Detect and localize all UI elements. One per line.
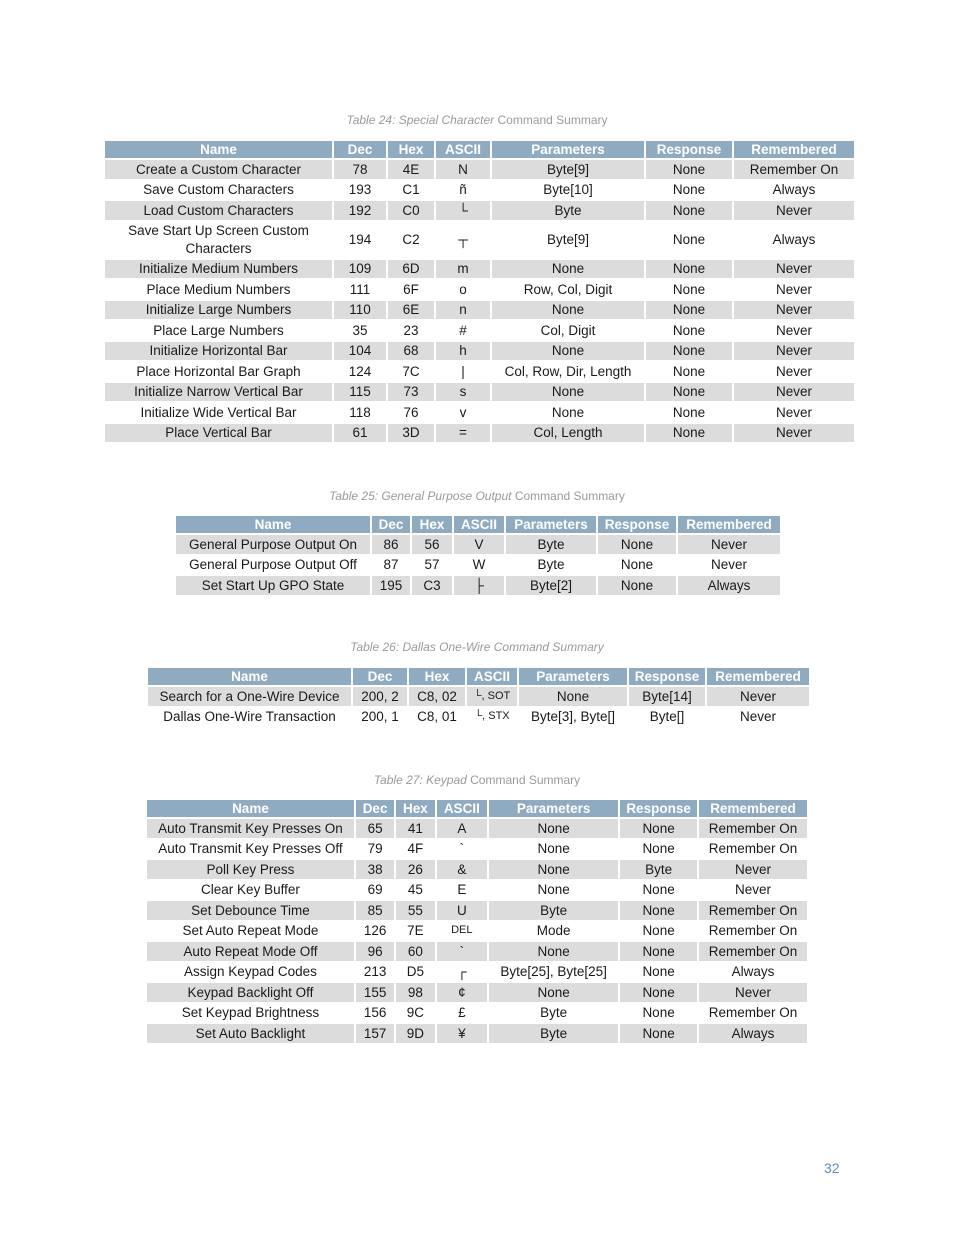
- table-cell: Byte: [489, 1004, 618, 1023]
- table-cell: Byte: [506, 556, 596, 575]
- table-cell: Initialize Large Numbers: [105, 301, 332, 320]
- table-cell: Poll Key Press: [147, 860, 354, 879]
- column-header: Dec: [372, 516, 410, 533]
- table-cell: 56: [412, 535, 452, 554]
- table-cell: C3: [412, 576, 452, 595]
- table-cell: 156: [356, 1004, 394, 1023]
- table-cell: ├: [454, 576, 504, 595]
- table-cell: Mode: [489, 922, 618, 941]
- table-cell: `: [437, 942, 487, 961]
- table-cell: ┌: [437, 963, 487, 982]
- table-cell: Never: [734, 403, 854, 422]
- table-cell: 78: [334, 160, 386, 179]
- table-row: [105, 222, 854, 258]
- table-25-caption: Table 25: General Purpose Output Command Summary: [329, 489, 625, 503]
- table-cell: None: [646, 424, 732, 443]
- table-cell: Byte[10]: [492, 181, 644, 200]
- table-cell: 86: [372, 535, 410, 554]
- table-cell: Dallas One-Wire Transaction: [148, 708, 351, 727]
- table-cell: 69: [356, 881, 394, 900]
- table-cell: Remember On: [699, 840, 807, 859]
- column-header: Response: [598, 516, 676, 533]
- table-cell: 192: [334, 201, 386, 220]
- table-cell: Remember On: [699, 901, 807, 920]
- table-cell: None: [489, 881, 618, 900]
- table-cell: Byte: [489, 1024, 618, 1043]
- table-cell: A: [437, 819, 487, 838]
- special-character-table: [103, 139, 856, 444]
- table-cell: Create a Custom Character: [105, 160, 332, 179]
- table-cell: 98: [396, 983, 434, 1002]
- table-cell: Never: [707, 687, 809, 706]
- table-cell: 96: [356, 942, 394, 961]
- table-cell: |: [436, 362, 490, 381]
- column-header: Dec: [356, 800, 394, 817]
- table-cell: 157: [356, 1024, 394, 1043]
- column-header: Name: [148, 668, 351, 685]
- table-cell: 9D: [396, 1024, 434, 1043]
- table-cell: None: [646, 160, 732, 179]
- table-row: [147, 901, 807, 920]
- table-cell: 35: [334, 321, 386, 340]
- table-cell: None: [620, 1024, 697, 1043]
- table-26-caption: Table 26: Dallas One-Wire Command Summary: [350, 640, 604, 654]
- table-cell: 195: [372, 576, 410, 595]
- table-cell: 45: [396, 881, 434, 900]
- table-cell: 23: [388, 321, 434, 340]
- table-cell: Never: [699, 860, 807, 879]
- table-cell: Never: [734, 321, 854, 340]
- table-cell: None: [489, 983, 618, 1002]
- table-row: [105, 342, 854, 361]
- table-cell: 85: [356, 901, 394, 920]
- table-cell: Never: [734, 280, 854, 299]
- column-header: Name: [147, 800, 354, 817]
- table-cell: Always: [699, 963, 807, 982]
- table-cell: Byte[3], Byte[]: [519, 708, 627, 727]
- table-cell: 6F: [388, 280, 434, 299]
- table-cell: 41: [396, 819, 434, 838]
- table-24-caption: Table 24: Special Character Command Summary: [346, 113, 608, 127]
- table-cell: 38: [356, 860, 394, 879]
- column-header: Remembered: [699, 800, 807, 817]
- table-cell: 7E: [396, 922, 434, 941]
- table-cell: Col, Length: [492, 424, 644, 443]
- table-cell: Search for a One-Wire Device: [148, 687, 351, 706]
- table-row: [147, 963, 807, 982]
- table-cell: C1: [388, 181, 434, 200]
- table-cell: Always: [678, 576, 780, 595]
- table-cell: =: [436, 424, 490, 443]
- table-cell: Auto Repeat Mode Off: [147, 942, 354, 961]
- table-cell: Place Vertical Bar: [105, 424, 332, 443]
- table-cell: 26: [396, 860, 434, 879]
- column-header: Remembered: [734, 141, 854, 158]
- table-row: [105, 321, 854, 340]
- column-header: Hex: [412, 516, 452, 533]
- table-cell: 126: [356, 922, 394, 941]
- column-header: Parameters: [492, 141, 644, 158]
- column-header: Parameters: [519, 668, 627, 685]
- table-cell: C8, 02: [409, 687, 465, 706]
- table-cell: None: [620, 819, 697, 838]
- table-cell: N: [436, 160, 490, 179]
- table-27-caption: Table 27: Keypad Command Summary: [373, 773, 581, 787]
- table-header-row: [147, 800, 807, 817]
- table-cell: Never: [734, 383, 854, 402]
- column-header: ASCII: [454, 516, 504, 533]
- table-cell: Byte: [620, 860, 697, 879]
- table-cell: Auto Transmit Key Presses On: [147, 819, 354, 838]
- table-cell: None: [646, 222, 732, 258]
- table-cell: 57: [412, 556, 452, 575]
- table-cell: C0: [388, 201, 434, 220]
- table-cell: Never: [734, 362, 854, 381]
- table-cell: └, STX: [467, 708, 517, 727]
- table-cell: 110: [334, 301, 386, 320]
- table-cell: 200, 2: [353, 687, 407, 706]
- table-cell: 68: [388, 342, 434, 361]
- general-purpose-output-table: [174, 514, 782, 597]
- table-row: [176, 576, 780, 595]
- table-cell: £: [437, 1004, 487, 1023]
- table-cell: None: [646, 201, 732, 220]
- table-cell: ┬: [436, 222, 490, 258]
- column-header: Parameters: [489, 800, 618, 817]
- table-cell: None: [620, 963, 697, 982]
- table-row: [105, 362, 854, 381]
- table-row: [105, 160, 854, 179]
- table-cell: v: [436, 403, 490, 422]
- table-cell: C2: [388, 222, 434, 258]
- table-cell: m: [436, 260, 490, 279]
- table-cell: None: [598, 576, 676, 595]
- table-cell: None: [646, 342, 732, 361]
- table-cell: Remember On: [699, 1004, 807, 1023]
- table-cell: W: [454, 556, 504, 575]
- table-cell: Never: [734, 424, 854, 443]
- table-cell: Remember On: [699, 922, 807, 941]
- table-cell: 6E: [388, 301, 434, 320]
- table-row: [105, 424, 854, 443]
- table-row: [148, 708, 809, 727]
- table-cell: None: [646, 403, 732, 422]
- table-cell: D5: [396, 963, 434, 982]
- table-cell: None: [620, 922, 697, 941]
- table-cell: Place Large Numbers: [105, 321, 332, 340]
- table-cell: None: [620, 983, 697, 1002]
- table-cell: None: [620, 942, 697, 961]
- table-cell: Remember On: [699, 819, 807, 838]
- table-row: [147, 1004, 807, 1023]
- table-cell: Place Horizontal Bar Graph: [105, 362, 332, 381]
- table-cell: 111: [334, 280, 386, 299]
- table-row: [105, 201, 854, 220]
- table-cell: None: [492, 403, 644, 422]
- table-cell: 193: [334, 181, 386, 200]
- table-cell: 104: [334, 342, 386, 361]
- table-cell: Byte: [489, 901, 618, 920]
- table-row: [105, 260, 854, 279]
- table-cell: Remember On: [699, 942, 807, 961]
- table-cell: 76: [388, 403, 434, 422]
- table-cell: 65: [356, 819, 394, 838]
- table-cell: Never: [734, 301, 854, 320]
- table-cell: None: [646, 181, 732, 200]
- table-header-row: [148, 668, 809, 685]
- table-cell: U: [437, 901, 487, 920]
- table-cell: None: [489, 840, 618, 859]
- table-cell: Byte[9]: [492, 160, 644, 179]
- table-cell: V: [454, 535, 504, 554]
- table-header-row: [105, 141, 854, 158]
- table-cell: None: [489, 942, 618, 961]
- table-cell: Byte: [506, 535, 596, 554]
- table-row: [147, 860, 807, 879]
- table-row: [176, 535, 780, 554]
- table-cell: 4F: [396, 840, 434, 859]
- table-row: [147, 983, 807, 1002]
- table-cell: 7C: [388, 362, 434, 381]
- table-cell: Initialize Wide Vertical Bar: [105, 403, 332, 422]
- column-header: Name: [105, 141, 332, 158]
- table-row: [147, 942, 807, 961]
- table-cell: 155: [356, 983, 394, 1002]
- column-header: Hex: [396, 800, 434, 817]
- table-cell: Save Start Up Screen Custom Characters: [105, 222, 332, 258]
- table-row: [147, 840, 807, 859]
- table-cell: &: [437, 860, 487, 879]
- table-cell: None: [492, 342, 644, 361]
- table-cell: Row, Col, Digit: [492, 280, 644, 299]
- table-cell: Set Debounce Time: [147, 901, 354, 920]
- table-cell: Col, Digit: [492, 321, 644, 340]
- table-cell: 194: [334, 222, 386, 258]
- table-cell: Never: [678, 535, 780, 554]
- table-row: [147, 881, 807, 900]
- table-row: [147, 922, 807, 941]
- table-cell: None: [620, 901, 697, 920]
- column-header: Response: [620, 800, 697, 817]
- table-row: [148, 687, 809, 706]
- table-row: [147, 819, 807, 838]
- table-cell: None: [646, 280, 732, 299]
- table-row: [105, 181, 854, 200]
- table-cell: General Purpose Output On: [176, 535, 370, 554]
- table-row: [105, 403, 854, 422]
- table-cell: └: [436, 201, 490, 220]
- table-cell: Keypad Backlight Off: [147, 983, 354, 1002]
- table-cell: `: [437, 840, 487, 859]
- table-cell: None: [519, 687, 627, 706]
- table-cell: Set Start Up GPO State: [176, 576, 370, 595]
- table-cell: Byte[]: [629, 708, 705, 727]
- table-cell: #: [436, 321, 490, 340]
- table-cell: 213: [356, 963, 394, 982]
- page-number: 32: [824, 1160, 840, 1176]
- dallas-one-wire-table: [146, 666, 811, 728]
- table-cell: None: [492, 383, 644, 402]
- column-header: Hex: [388, 141, 434, 158]
- table-cell: n: [436, 301, 490, 320]
- column-header: Response: [646, 141, 732, 158]
- keypad-table: [145, 798, 809, 1045]
- table-cell: None: [489, 860, 618, 879]
- table-cell: None: [492, 301, 644, 320]
- table-cell: Byte: [492, 201, 644, 220]
- table-cell: None: [646, 260, 732, 279]
- table-cell: 9C: [396, 1004, 434, 1023]
- table-cell: h: [436, 342, 490, 361]
- column-header: Dec: [353, 668, 407, 685]
- table-cell: 118: [334, 403, 386, 422]
- table-cell: Initialize Medium Numbers: [105, 260, 332, 279]
- table-cell: Set Auto Repeat Mode: [147, 922, 354, 941]
- column-header: Response: [629, 668, 705, 685]
- table-cell: DEL: [437, 922, 487, 941]
- table-cell: Auto Transmit Key Presses Off: [147, 840, 354, 859]
- column-header: Parameters: [506, 516, 596, 533]
- table-cell: └, SOT: [467, 687, 517, 706]
- table-cell: 124: [334, 362, 386, 381]
- table-cell: 4E: [388, 160, 434, 179]
- table-cell: Save Custom Characters: [105, 181, 332, 200]
- table-cell: General Purpose Output Off: [176, 556, 370, 575]
- table-row: [176, 556, 780, 575]
- table-row: [105, 280, 854, 299]
- table-cell: 115: [334, 383, 386, 402]
- table-cell: Never: [734, 201, 854, 220]
- table-cell: None: [620, 881, 697, 900]
- column-header: Dec: [334, 141, 386, 158]
- table-cell: Initialize Horizontal Bar: [105, 342, 332, 361]
- table-cell: Never: [699, 881, 807, 900]
- table-cell: ñ: [436, 181, 490, 200]
- table-cell: Always: [734, 181, 854, 200]
- table-cell: Always: [699, 1024, 807, 1043]
- table-cell: 200, 1: [353, 708, 407, 727]
- table-cell: Never: [734, 342, 854, 361]
- table-cell: Assign Keypad Codes: [147, 963, 354, 982]
- table-cell: None: [598, 535, 676, 554]
- table-cell: 60: [396, 942, 434, 961]
- table-cell: 73: [388, 383, 434, 402]
- column-header: ASCII: [436, 141, 490, 158]
- column-header: Remembered: [678, 516, 780, 533]
- table-cell: 109: [334, 260, 386, 279]
- table-cell: ¥: [437, 1024, 487, 1043]
- column-header: Hex: [409, 668, 465, 685]
- column-header: Remembered: [707, 668, 809, 685]
- table-cell: Byte[9]: [492, 222, 644, 258]
- table-cell: Clear Key Buffer: [147, 881, 354, 900]
- column-header: ASCII: [437, 800, 487, 817]
- table-cell: None: [489, 819, 618, 838]
- table-cell: Never: [734, 260, 854, 279]
- table-row: [105, 301, 854, 320]
- table-cell: Byte[14]: [629, 687, 705, 706]
- column-header: ASCII: [467, 668, 517, 685]
- table-cell: None: [646, 383, 732, 402]
- table-cell: 6D: [388, 260, 434, 279]
- table-cell: 55: [396, 901, 434, 920]
- table-cell: None: [646, 301, 732, 320]
- table-cell: ¢: [437, 983, 487, 1002]
- table-cell: None: [598, 556, 676, 575]
- table-cell: Set Keypad Brightness: [147, 1004, 354, 1023]
- table-cell: Remember On: [734, 160, 854, 179]
- table-cell: Col, Row, Dir, Length: [492, 362, 644, 381]
- table-cell: None: [492, 260, 644, 279]
- table-cell: Always: [734, 222, 854, 258]
- table-cell: 61: [334, 424, 386, 443]
- table-cell: None: [620, 840, 697, 859]
- table-cell: s: [436, 383, 490, 402]
- table-row: [147, 1024, 807, 1043]
- table-cell: 3D: [388, 424, 434, 443]
- table-cell: 79: [356, 840, 394, 859]
- table-row: [105, 383, 854, 402]
- table-cell: Set Auto Backlight: [147, 1024, 354, 1043]
- table-cell: Never: [707, 708, 809, 727]
- table-cell: E: [437, 881, 487, 900]
- table-cell: None: [646, 321, 732, 340]
- table-cell: o: [436, 280, 490, 299]
- table-cell: Never: [699, 983, 807, 1002]
- table-cell: None: [620, 1004, 697, 1023]
- table-cell: Load Custom Characters: [105, 201, 332, 220]
- table-cell: None: [646, 362, 732, 381]
- table-cell: Initialize Narrow Vertical Bar: [105, 383, 332, 402]
- table-cell: C8, 01: [409, 708, 465, 727]
- table-cell: Byte[25], Byte[25]: [489, 963, 618, 982]
- table-cell: Never: [678, 556, 780, 575]
- table-cell: 87: [372, 556, 410, 575]
- column-header: Name: [176, 516, 370, 533]
- table-cell: Place Medium Numbers: [105, 280, 332, 299]
- table-header-row: [176, 516, 780, 533]
- table-cell: Byte[2]: [506, 576, 596, 595]
